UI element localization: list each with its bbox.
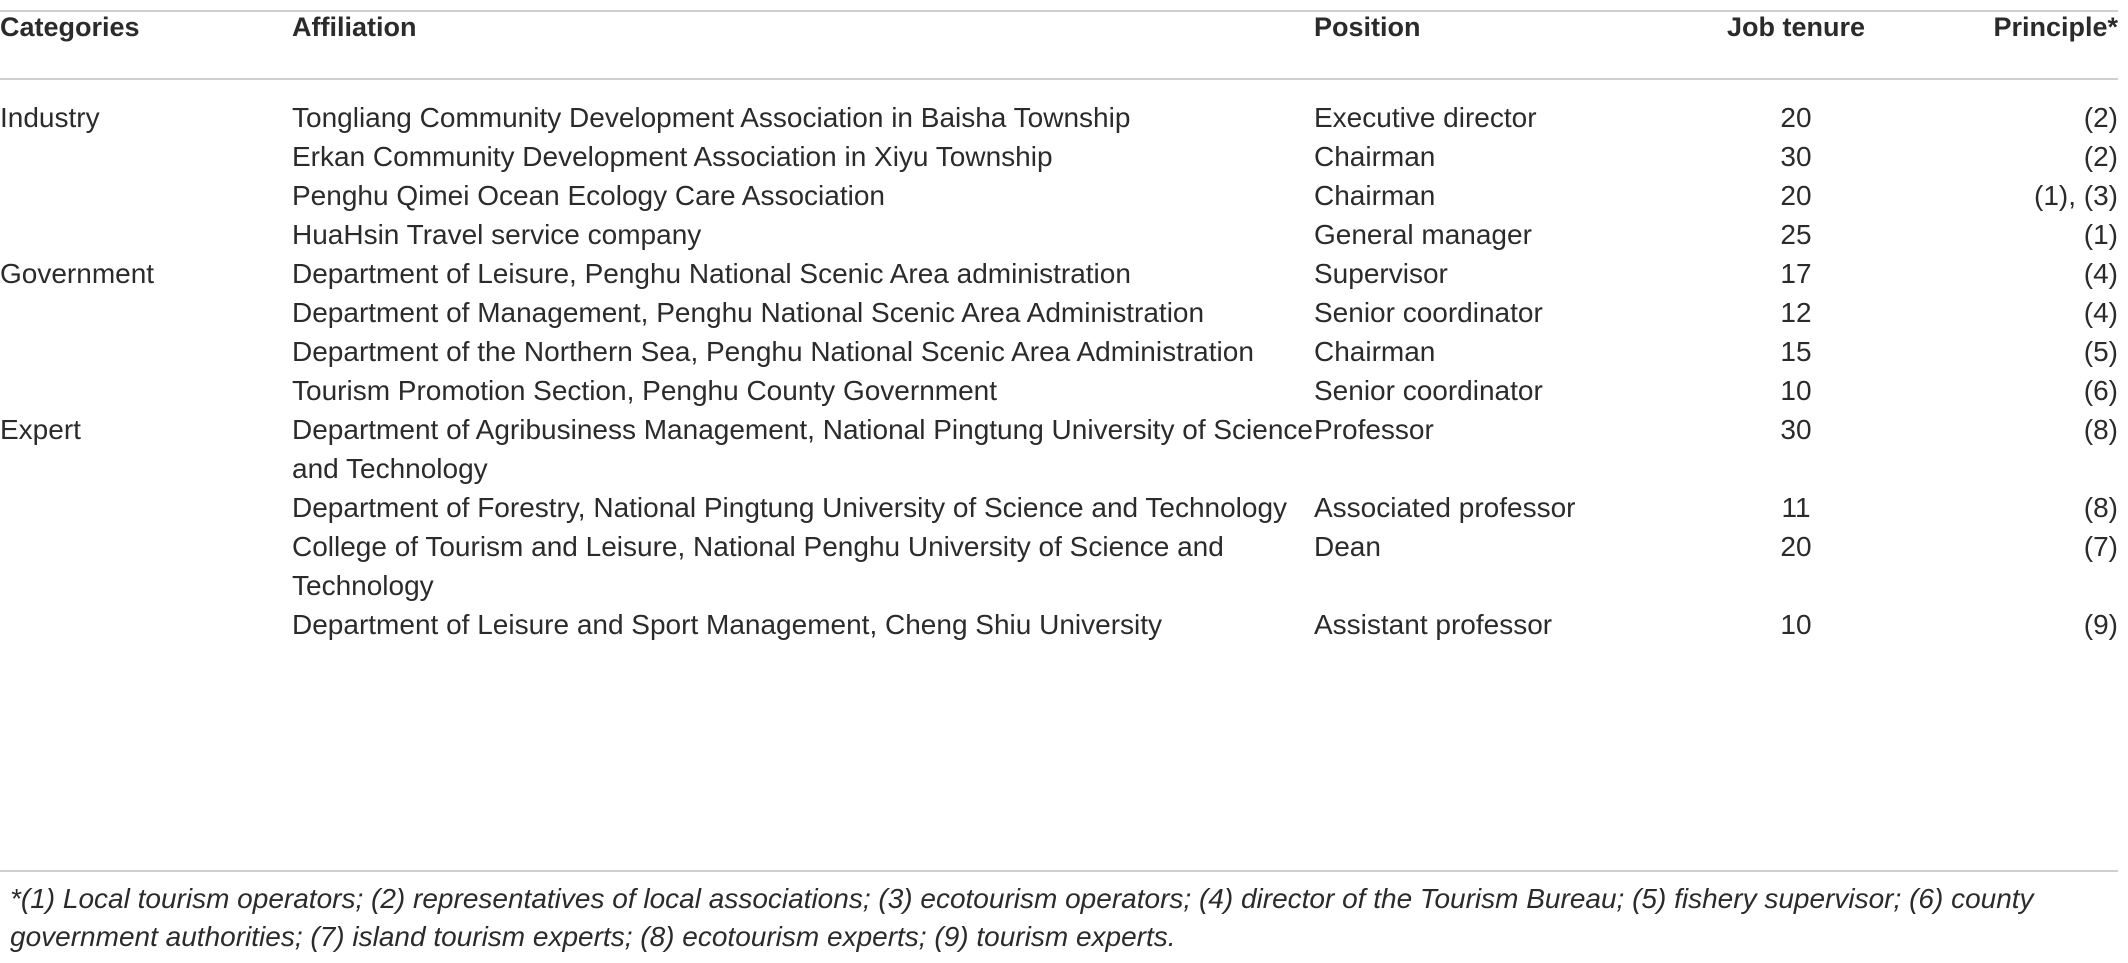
cell-position: Associated professor xyxy=(1314,492,1576,523)
cell-tenure: 10 xyxy=(1780,375,1812,406)
cell-position: Assistant professor xyxy=(1314,609,1553,640)
cell-principle: (7) xyxy=(2083,531,2118,562)
cell-principle: (9) xyxy=(2083,609,2118,640)
cell-tenure: 17 xyxy=(1780,258,1812,289)
cell-affiliation: Tongliang Community Development Association in Baisha Township xyxy=(292,102,1131,133)
table-row xyxy=(0,605,2118,644)
cell-tenure: 11 xyxy=(1781,492,1811,523)
cell-category: Government xyxy=(0,258,155,289)
header-position: Position xyxy=(1314,12,1421,42)
cell-category xyxy=(0,332,292,371)
cell-principle: (2) xyxy=(2083,102,2118,133)
cell-tenure: 12 xyxy=(1780,297,1812,328)
cell-category: Industry xyxy=(0,102,100,133)
cell-position: Chairman xyxy=(1314,180,1436,211)
cell-affiliation: College of Tourism and Leisure, National Penghu University of Science and Technology xyxy=(292,531,1224,601)
cell-affiliation: Department of Forestry, National Pingtung University of Science and Technology xyxy=(292,492,1288,523)
cell-category: Expert xyxy=(0,414,81,445)
cell-affiliation: Penghu Qimei Ocean Ecology Care Association xyxy=(292,180,885,211)
table-row xyxy=(0,293,2118,332)
cell-tenure: 10 xyxy=(1780,609,1812,640)
cell-principle: (5) xyxy=(2083,336,2118,367)
cell-category xyxy=(0,293,292,332)
cell-position: Supervisor xyxy=(1314,258,1448,289)
cell-tenure: 15 xyxy=(1780,336,1812,367)
cell-affiliation: Department of Agribusiness Management, National Pingtung University of Science and Technology xyxy=(292,414,1313,484)
expert-table xyxy=(0,12,2118,644)
cell-affiliation: Erkan Community Development Association in Xiyu Township xyxy=(292,141,1053,172)
table-row xyxy=(0,215,2118,254)
table-header-row xyxy=(0,12,2118,78)
table-row xyxy=(0,371,2118,410)
cell-principle: (4) xyxy=(2083,297,2118,328)
cell-tenure: 30 xyxy=(1780,141,1812,172)
table-footnote: *(1) Local tourism operators; (2) representatives of local associations; (3) ecotourism operators; (4) director of the Tourism Bureau; (5) fishery supervisor; (6) county government authorities; (7) island tourism experts; (8) ecotourism experts; (9) tourism experts. xyxy=(10,883,2034,952)
table-row xyxy=(0,254,2118,293)
cell-tenure: 20 xyxy=(1780,102,1812,133)
cell-category xyxy=(0,371,292,410)
cell-principle: (1) xyxy=(2083,219,2118,250)
cell-position: Chairman xyxy=(1314,141,1436,172)
cell-category xyxy=(0,488,292,527)
header-job-tenure: Job tenure xyxy=(1726,12,1866,42)
cell-category xyxy=(0,215,292,254)
cell-position: General manager xyxy=(1314,219,1532,250)
bottom-rule xyxy=(0,870,2118,872)
cell-principle: (8) xyxy=(2083,492,2118,523)
header-principle: Principle* xyxy=(1993,12,2118,42)
cell-position: Executive director xyxy=(1314,102,1537,133)
cell-affiliation: Department of Management, Penghu National Scenic Area Administration xyxy=(292,297,1205,328)
cell-tenure: 30 xyxy=(1780,414,1812,445)
cell-position: Dean xyxy=(1314,531,1381,562)
cell-category xyxy=(0,137,292,176)
cell-principle: (4) xyxy=(2083,258,2118,289)
cell-tenure: 20 xyxy=(1780,180,1812,211)
cell-position: Chairman xyxy=(1314,336,1436,367)
cell-affiliation: Department of Leisure, Penghu National Scenic Area administration xyxy=(292,258,1131,289)
table-row xyxy=(0,410,2118,488)
cell-category xyxy=(0,605,292,644)
cell-category xyxy=(0,527,292,605)
header-affiliation: Affiliation xyxy=(292,12,417,42)
cell-position: Professor xyxy=(1314,414,1434,445)
cell-affiliation: Department of the Northern Sea, Penghu National Scenic Area Administration xyxy=(292,336,1254,367)
table-row xyxy=(0,527,2118,605)
cell-position: Senior coordinator xyxy=(1314,297,1543,328)
cell-position: Senior coordinator xyxy=(1314,375,1543,406)
cell-principle: (2) xyxy=(2083,141,2118,172)
cell-category xyxy=(0,176,292,215)
cell-principle: (8) xyxy=(2083,414,2118,445)
table-row xyxy=(0,137,2118,176)
cell-principle: (1), (3) xyxy=(2034,180,2118,211)
cell-principle: (6) xyxy=(2083,375,2118,406)
header-categories: Categories xyxy=(0,12,140,42)
table-row xyxy=(0,332,2118,371)
cell-affiliation: Tourism Promotion Section, Penghu County Government xyxy=(292,375,998,406)
cell-tenure: 25 xyxy=(1780,219,1812,250)
cell-affiliation: HuaHsin Travel service company xyxy=(292,219,702,250)
table-row xyxy=(0,176,2118,215)
cell-affiliation: Department of Leisure and Sport Management, Cheng Shiu University xyxy=(292,609,1163,640)
table-row xyxy=(0,78,2118,137)
cell-tenure: 20 xyxy=(1780,531,1812,562)
table-row xyxy=(0,488,2118,527)
